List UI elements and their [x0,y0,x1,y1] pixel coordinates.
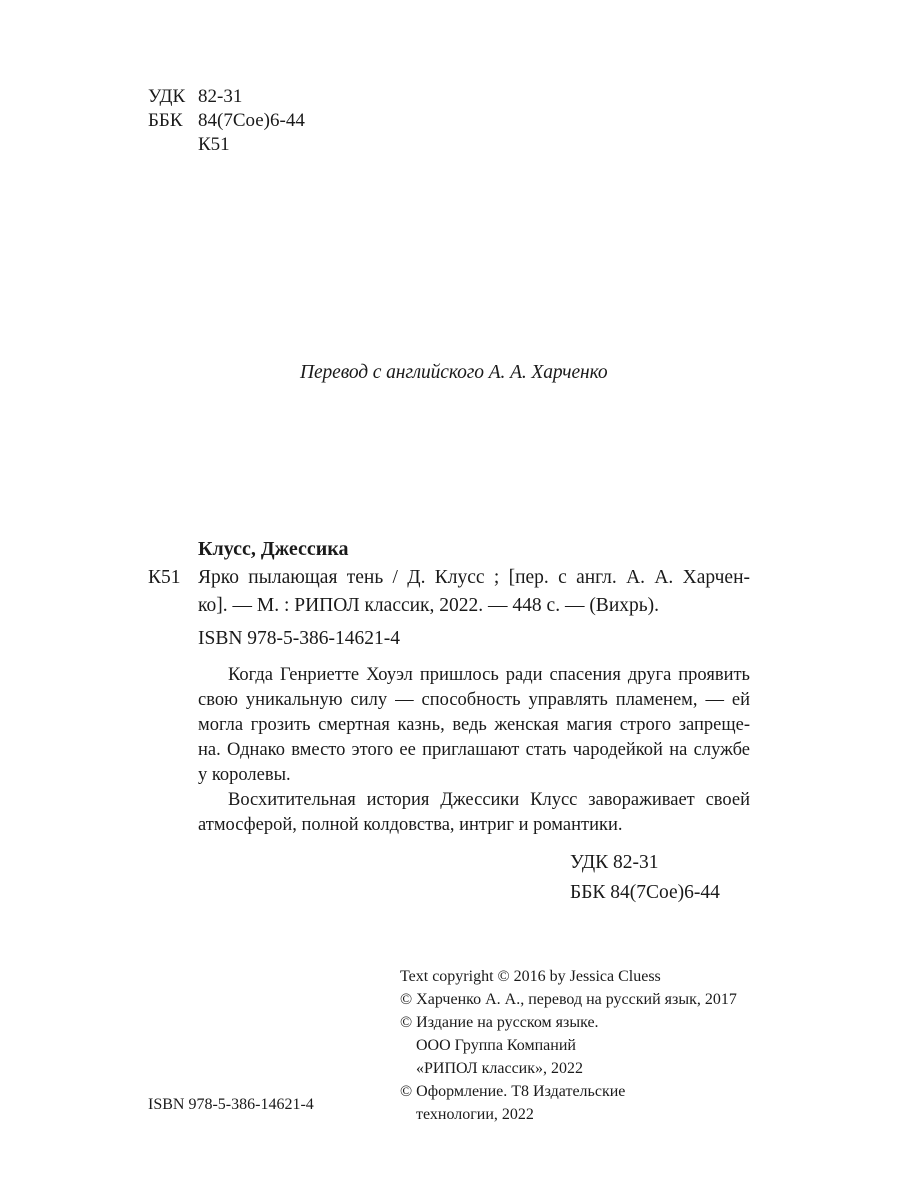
copyright-line: «РИПОЛ классик», 2022 [416,1060,584,1077]
author-mark-entry: К51 [148,567,181,588]
annotation-line: свою уникальную силу — способность управлять пламенем, — ей [198,690,750,710]
annotation-line: у королевы. [198,765,291,785]
isbn-bottom: ISBN 978-5-386-14621-4 [148,1096,314,1113]
annotation-line: могла грозить смертная казнь, ведь женская магия строго запреще- [198,715,750,735]
copyright-line: © Харченко А. А., перевод на русский язык, 2017 [400,991,737,1008]
udk-label: УДК [148,86,186,107]
copyright-line: технологии, 2022 [416,1106,534,1123]
author-heading: Клусс, Джессика [198,538,349,560]
bbk-value: 84(7Сое)6-44 [198,110,305,131]
bbk-top-line [148,110,305,132]
udk-right: УДК 82-31 [570,852,659,873]
copyright-line: © Издание на русском языке. [400,1014,599,1031]
annotation-line: Восхитительная история Джессики Клусс завораживает своей [228,790,750,810]
translator-note: Перевод с английского А. А. Харченко [300,362,608,383]
annotation-line: Когда Генриетте Хоуэл пришлось ради спасения друга проявить [228,665,750,685]
author-mark-top: К51 [198,134,230,155]
bbk-right: ББК 84(7Сое)6-44 [570,882,720,903]
copyright-line: © Оформление. Т8 Издательские [400,1083,626,1100]
udk-top-line [148,86,242,108]
udk-value: 82-31 [198,86,243,107]
bbk-label: ББК [148,110,183,131]
isbn-entry: ISBN 978-5-386-14621-4 [198,628,401,649]
entry-description-line: Ярко пылающая тень / Д. Клусс ; [пер. с англ. А. А. Харчен- [198,567,750,588]
annotation-line: атмосферой, полной колдовства, интриг и романтики. [198,815,623,835]
copyright-line: Text copyright © 2016 by Jessica Cluess [400,968,661,985]
entry-description-line: ко]. — М. : РИПОЛ классик, 2022. — 448 с. — (Вихрь). [198,595,660,616]
copyright-line: ООО Группа Компаний [416,1037,576,1054]
annotation-line: на. Однако вместо этого ее приглашают стать чародейкой на службе [198,740,750,760]
